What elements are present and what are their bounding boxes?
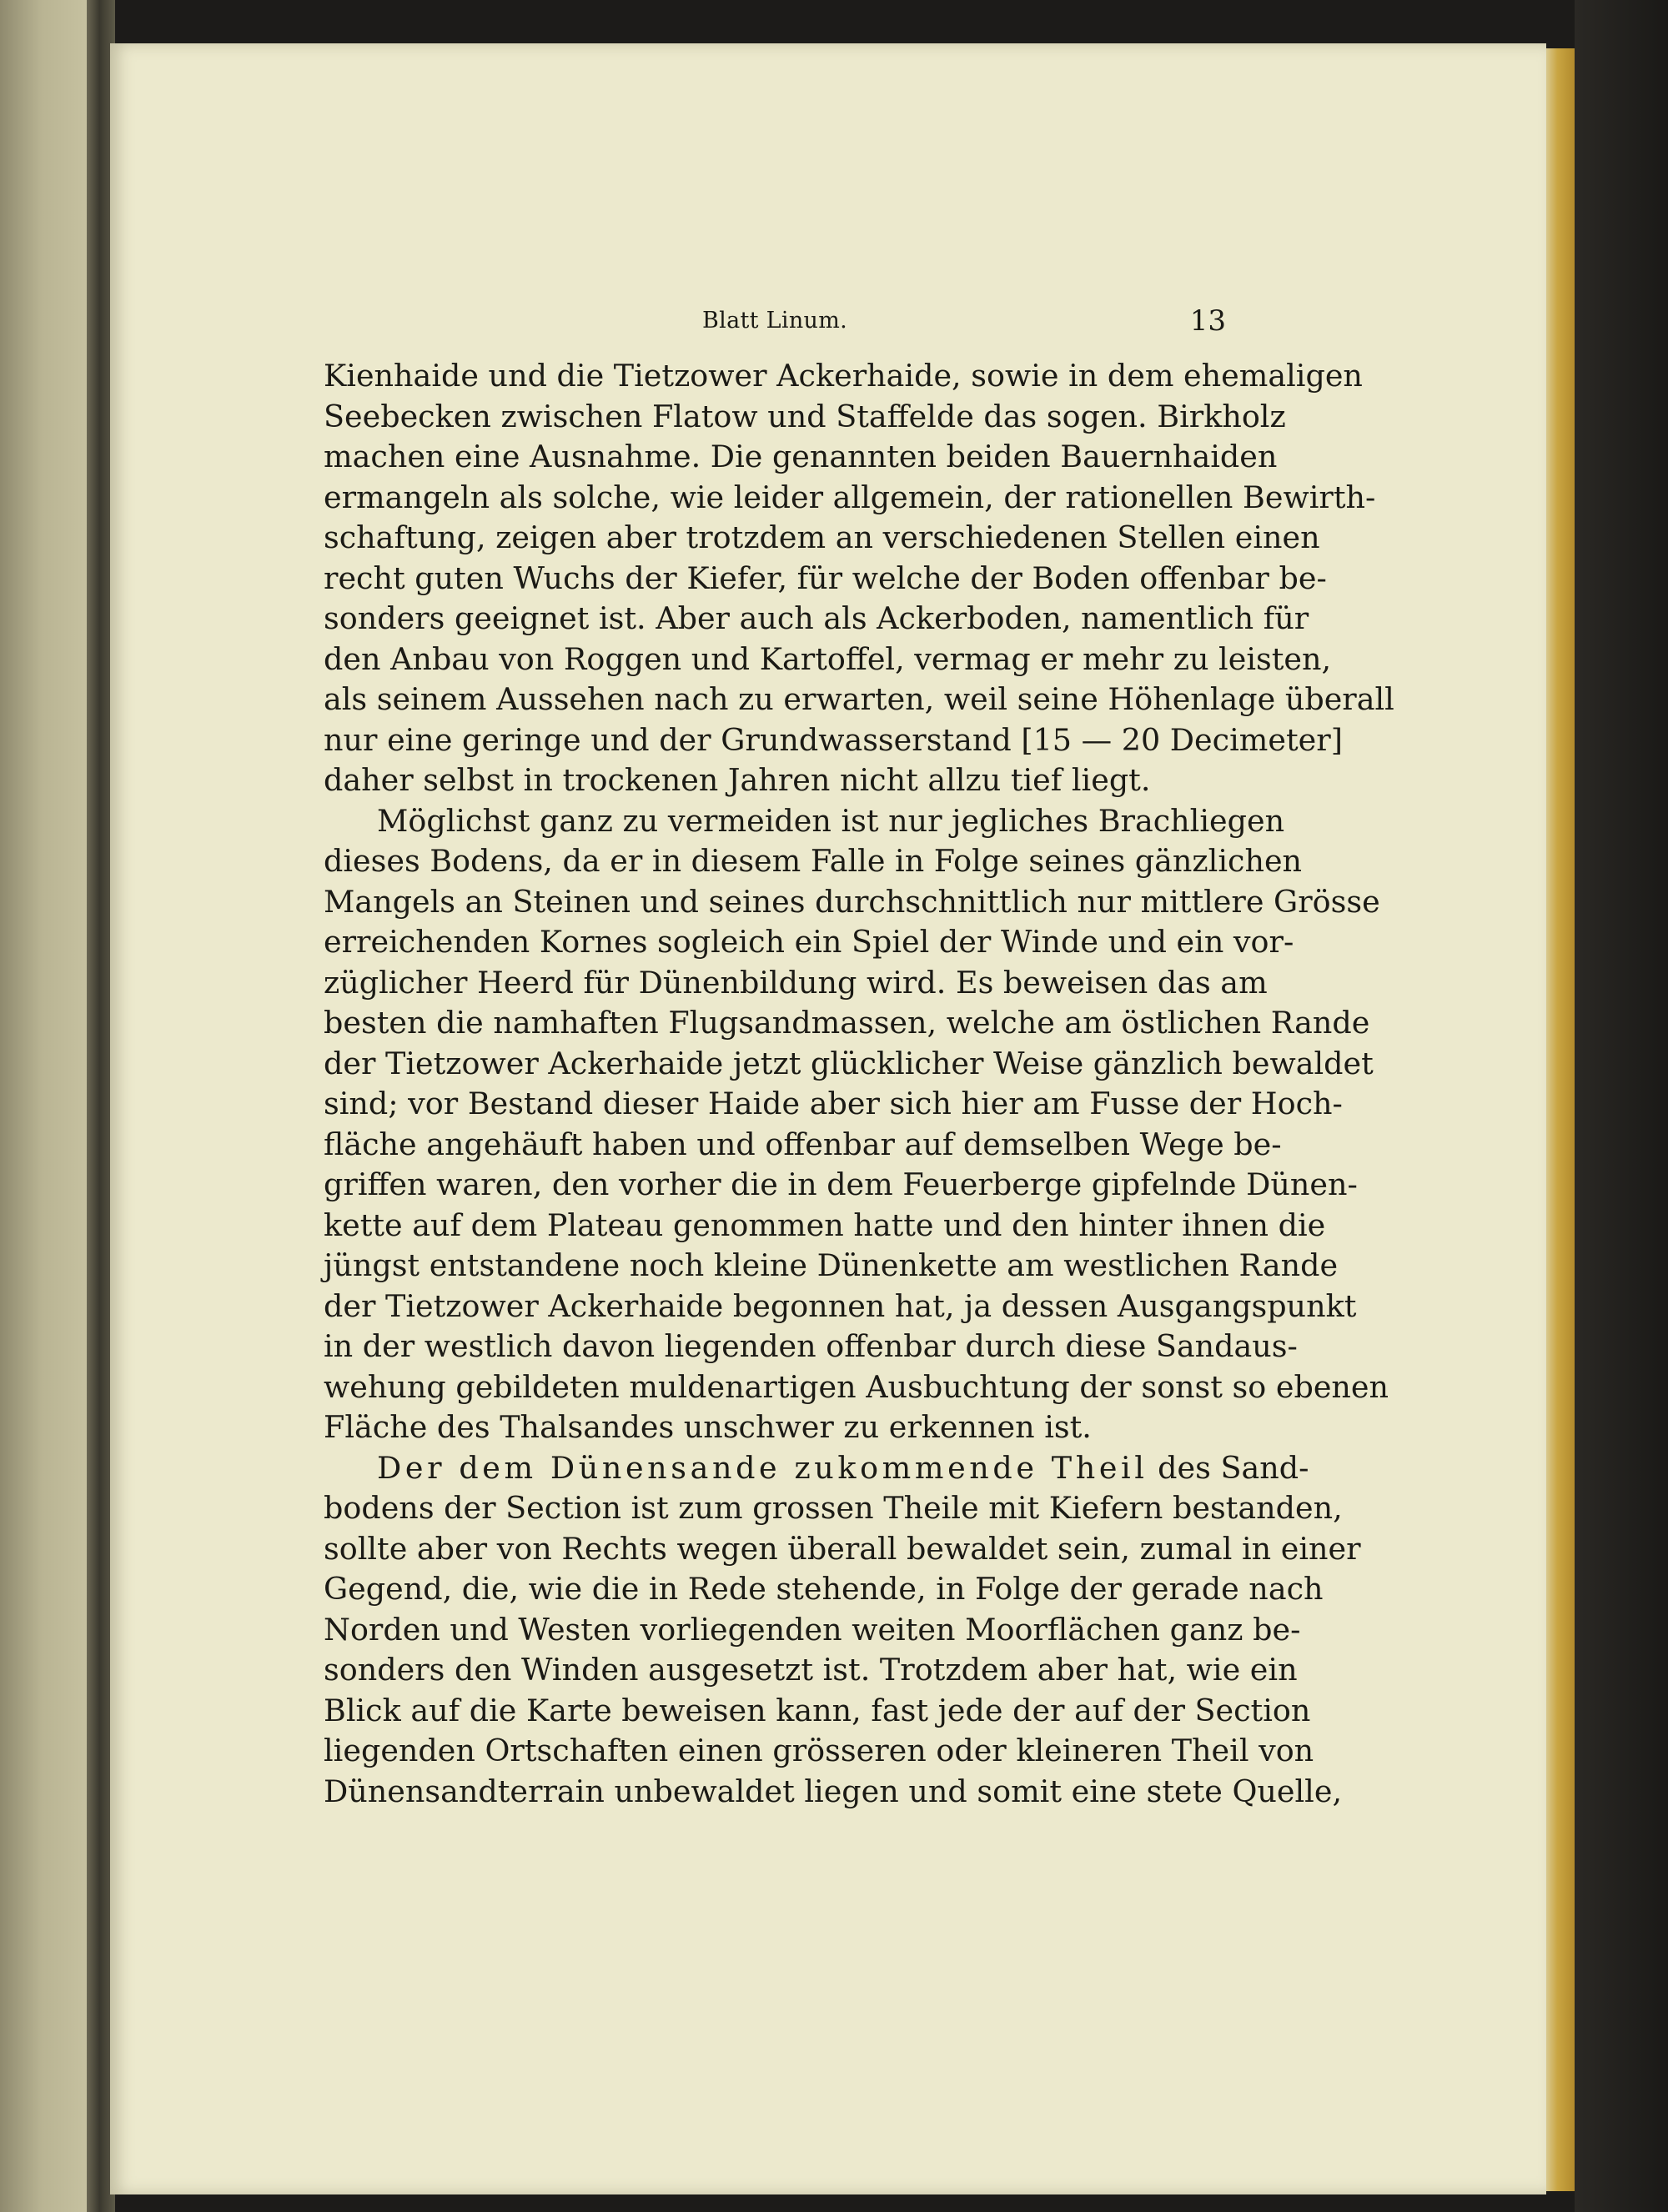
text-line: Gegend, die, wie die in Rede stehende, in Folge der gerade nach	[324, 1571, 1324, 1607]
text-line: Dünensandterrain unbewaldet liegen und somit eine stete Quelle,	[324, 1773, 1343, 1809]
paragraph-2	[324, 801, 1389, 1448]
text-line: kette auf dem Plateau genommen hatte und den hinter ihnen die	[324, 1206, 1326, 1243]
paragraph-3	[324, 1448, 1361, 1813]
text-line: Seebecken zwischen Flatow und Staffelde das sogen. Birkholz	[324, 398, 1286, 434]
text-line: Blick auf die Karte beweisen kann, fast jede der auf der Section	[324, 1692, 1311, 1728]
running-head-title: Blatt Linum.	[702, 308, 847, 334]
text-line: Fläche des Thalsandes unschwer zu erkennen ist.	[324, 1409, 1092, 1445]
text-line: besten die namhaften Flugsandmassen, welche am östlichen Rande	[324, 1005, 1370, 1041]
text-line: erreichenden Kornes sogleich ein Spiel der Winde und ein vor-	[324, 924, 1294, 960]
text-line: bodens der Section ist zum grossen Theile mit Kiefern bestanden,	[324, 1490, 1343, 1526]
text-line: liegenden Ortschaften einen grösseren oder kleineren Theil von	[324, 1733, 1314, 1768]
page-text	[324, 304, 1394, 1812]
previous-page-edge	[0, 0, 93, 2212]
text-line: nur eine geringe und der Grundwasserstand [15 — 20 Decimeter]	[324, 721, 1343, 758]
text-line: dieses Bodens, da er in diesem Falle in Folge seines gänzlichen	[324, 843, 1303, 879]
text-line: züglicher Heerd für Dünenbildung wird. Es beweisen das am	[324, 964, 1268, 1001]
text-line: wehung gebildeten muldenartigen Ausbuchtung der sonst so ebenen	[324, 1368, 1389, 1405]
gilt-fore-edge	[1546, 48, 1575, 2191]
text-line: sollte aber von Rechts wegen überall bewaldet sein, zumal in einer	[324, 1530, 1361, 1567]
running-head	[324, 304, 1226, 356]
text-line: machen eine Ausnahme. Die genannten beiden Bauernhaiden	[324, 439, 1278, 474]
text-line: den Anbau von Roggen und Kartoffel, vermag er mehr zu leisten,	[324, 640, 1332, 677]
text-line: recht guten Wuchs der Kiefer, für welche der Boden offenbar be-	[324, 559, 1327, 596]
text-line: in der westlich davon liegenden offenbar durch diese Sandaus-	[324, 1328, 1298, 1364]
text-line	[324, 1448, 1309, 1489]
text-line: Kienhaide und die Tietzower Ackerhaide, sowie in dem ehemaligen	[324, 358, 1363, 394]
text-line: der Tietzower Ackerhaide jetzt glücklicher Weise gänzlich bewaldet	[324, 1045, 1374, 1081]
first-line-rest: des Sand-	[1148, 1449, 1309, 1486]
text-line: als seinem Aussehen nach zu erwarten, weil seine Höhenlage überall	[324, 681, 1394, 717]
text-line: schaftung, zeigen aber trotzdem an verschiedenen Stellen einen	[324, 519, 1320, 555]
text-line: Norden und Westen vorliegenden weiten Moorflächen ganz be-	[324, 1611, 1301, 1648]
text-line: fläche angehäuft haben und offenbar auf demselben Wege be-	[324, 1126, 1282, 1162]
spaced-lead-text: Der dem Dünensande zukommende Theil	[377, 1449, 1148, 1486]
paragraph-1	[324, 356, 1394, 801]
text-line: sind; vor Bestand dieser Haide aber sich hier am Fusse der Hoch-	[324, 1086, 1343, 1121]
book-cover-edge	[1575, 0, 1668, 2212]
text-line: Mangels an Steinen und seines durchschnittlich nur mittlere Grösse	[324, 883, 1380, 920]
text-line: der Tietzower Ackerhaide begonnen hat, ja dessen Ausgangspunkt	[324, 1287, 1357, 1324]
text-line: Möglichst ganz zu vermeiden ist nur jegliches Brachliegen	[377, 802, 1285, 839]
text-line: jüngst entstandene noch kleine Dünenkette am westlichen Rande	[324, 1247, 1339, 1283]
text-line: ermangeln als solche, wie leider allgemein, der rationellen Bewirth-	[324, 479, 1376, 515]
text-line: griffen waren, den vorher die in dem Feuerberge gipfelnde Dünen-	[324, 1166, 1358, 1202]
text-line: daher selbst in trockenen Jahren nicht allzu tief liegt.	[324, 762, 1151, 798]
text-line: sonders den Winden ausgesetzt ist. Trotzdem aber hat, wie ein	[324, 1652, 1298, 1688]
text-line: sonders geeignet ist. Aber auch als Ackerboden, namentlich für	[324, 600, 1309, 636]
page-number: 13	[1189, 304, 1226, 338]
